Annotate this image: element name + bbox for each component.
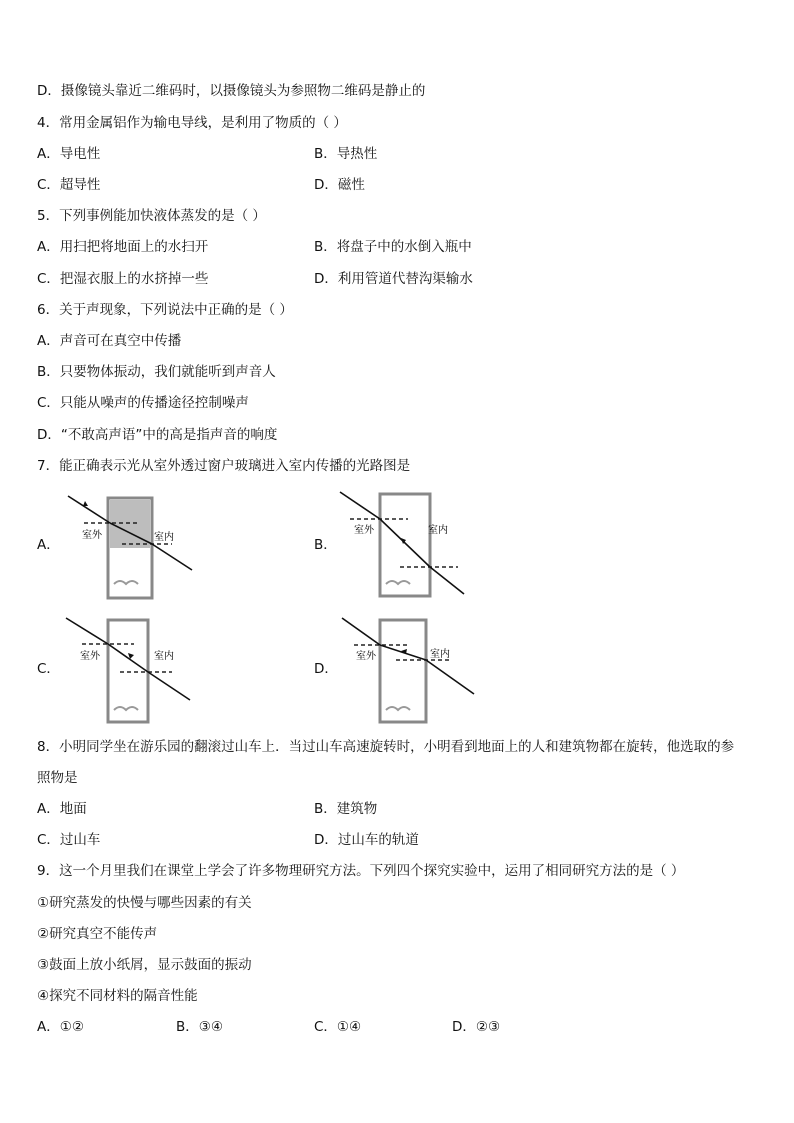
q6-option-b[interactable]: B．只要物体振动，我们就能听到声音人 xyxy=(37,364,276,380)
arrow-icon xyxy=(83,501,88,506)
q4-stem: 4．常用金属铝作为输电导线，是利用了物质的（ ） xyxy=(37,115,347,131)
q6-stem: 6．关于声现象，下列说法中正确的是（ ） xyxy=(37,302,293,318)
q6-option-d[interactable]: D．“不敢高声语”中的高是指声音的响度 xyxy=(37,427,278,443)
q7-figure-d[interactable] xyxy=(336,614,480,726)
q9-option-d[interactable]: D．②③ xyxy=(452,1019,501,1035)
q9-item-3: ③鼓面上放小纸屑，显示鼓面的振动 xyxy=(37,957,252,973)
q4-option-d[interactable]: D．磁性 xyxy=(314,177,365,193)
q4-option-a[interactable]: A．导电性 xyxy=(37,146,101,162)
q7-option-a-label[interactable]: A． xyxy=(37,537,60,553)
q9-item-1: ①研究蒸发的快慢与哪些因素的有关 xyxy=(37,895,252,911)
q7-figure-b[interactable] xyxy=(336,488,476,600)
q7-option-c-label[interactable]: C． xyxy=(37,661,60,677)
q7-stem: 7．能正确表示光从室外透过窗户玻璃进入室内传播的光路图是 xyxy=(37,458,411,474)
q5-stem: 5．下列事例能加快液体蒸发的是（ ） xyxy=(37,208,266,224)
label-indoor: 室内 xyxy=(154,651,174,662)
q9-option-c[interactable]: C．①④ xyxy=(314,1019,362,1035)
label-indoor: 室内 xyxy=(154,532,174,543)
q4-option-b[interactable]: B．导热性 xyxy=(314,146,378,162)
light-ray-emergent xyxy=(430,567,464,594)
q9-stem: 9．这一个月里我们在课堂上学会了许多物理研究方法。下列四个探究实验中，运用了相同研究方法的是（ ） xyxy=(37,863,685,879)
window-glass xyxy=(108,620,148,722)
label-outdoor: 室外 xyxy=(82,530,102,541)
label-outdoor: 室外 xyxy=(356,651,376,662)
q8-option-c[interactable]: C．过山车 xyxy=(37,832,101,848)
q8-option-d[interactable]: D．过山车的轨道 xyxy=(314,832,419,848)
q9-item-4: ④探究不同材料的隔音性能 xyxy=(37,988,198,1004)
q7-option-d-label[interactable]: D． xyxy=(314,661,338,677)
q8-stem-line2: 照物是 xyxy=(37,770,78,786)
q8-option-b[interactable]: B．建筑物 xyxy=(314,801,378,817)
q8-stem-line1: 8．小明同学坐在游乐园的翻滚过山车上．当过山车高速旋转时，小明看到地面上的人和建筑物都在旋转，他选取的参 xyxy=(37,739,735,755)
light-ray-incident xyxy=(342,618,380,645)
q9-item-2: ②研究真空不能传声 xyxy=(37,926,158,942)
light-ray-incident xyxy=(340,492,380,519)
q9-option-b[interactable]: B．③④ xyxy=(176,1019,223,1035)
q9-option-a[interactable]: A．①② xyxy=(37,1019,84,1035)
light-ray-incident xyxy=(66,618,108,644)
light-ray-emergent xyxy=(148,672,190,700)
light-ray-incident xyxy=(68,496,110,523)
q4-option-c[interactable]: C．超导性 xyxy=(37,177,101,193)
q7-figure-c[interactable] xyxy=(60,614,200,726)
q8-option-a[interactable]: A．地面 xyxy=(37,801,87,817)
label-indoor: 室内 xyxy=(428,525,448,536)
q6-option-c[interactable]: C．只能从噪声的传播途径控制噪声 xyxy=(37,395,249,411)
q7-option-b-label[interactable]: B． xyxy=(314,537,337,553)
label-outdoor: 室外 xyxy=(80,651,100,662)
q5-option-c[interactable]: C．把湿衣服上的水挤掉一些 xyxy=(37,271,209,287)
q5-option-a[interactable]: A．用扫把将地面上的水扫开 xyxy=(37,239,209,255)
light-ray-emergent xyxy=(152,544,192,570)
q7-figure-a[interactable] xyxy=(60,490,200,602)
q3-option-d: D．摄像镜头靠近二维码时，以摄像镜头为参照物二维码是静止的 xyxy=(37,83,426,99)
label-outdoor: 室外 xyxy=(354,525,374,536)
q5-option-b[interactable]: B．将盘子中的水倒入瓶中 xyxy=(314,239,472,255)
q6-option-a[interactable]: A．声音可在真空中传播 xyxy=(37,333,182,349)
light-ray-emergent xyxy=(426,660,474,694)
q5-option-d[interactable]: D．利用管道代替沟渠输水 xyxy=(314,271,473,287)
label-indoor: 室内 xyxy=(430,649,450,660)
